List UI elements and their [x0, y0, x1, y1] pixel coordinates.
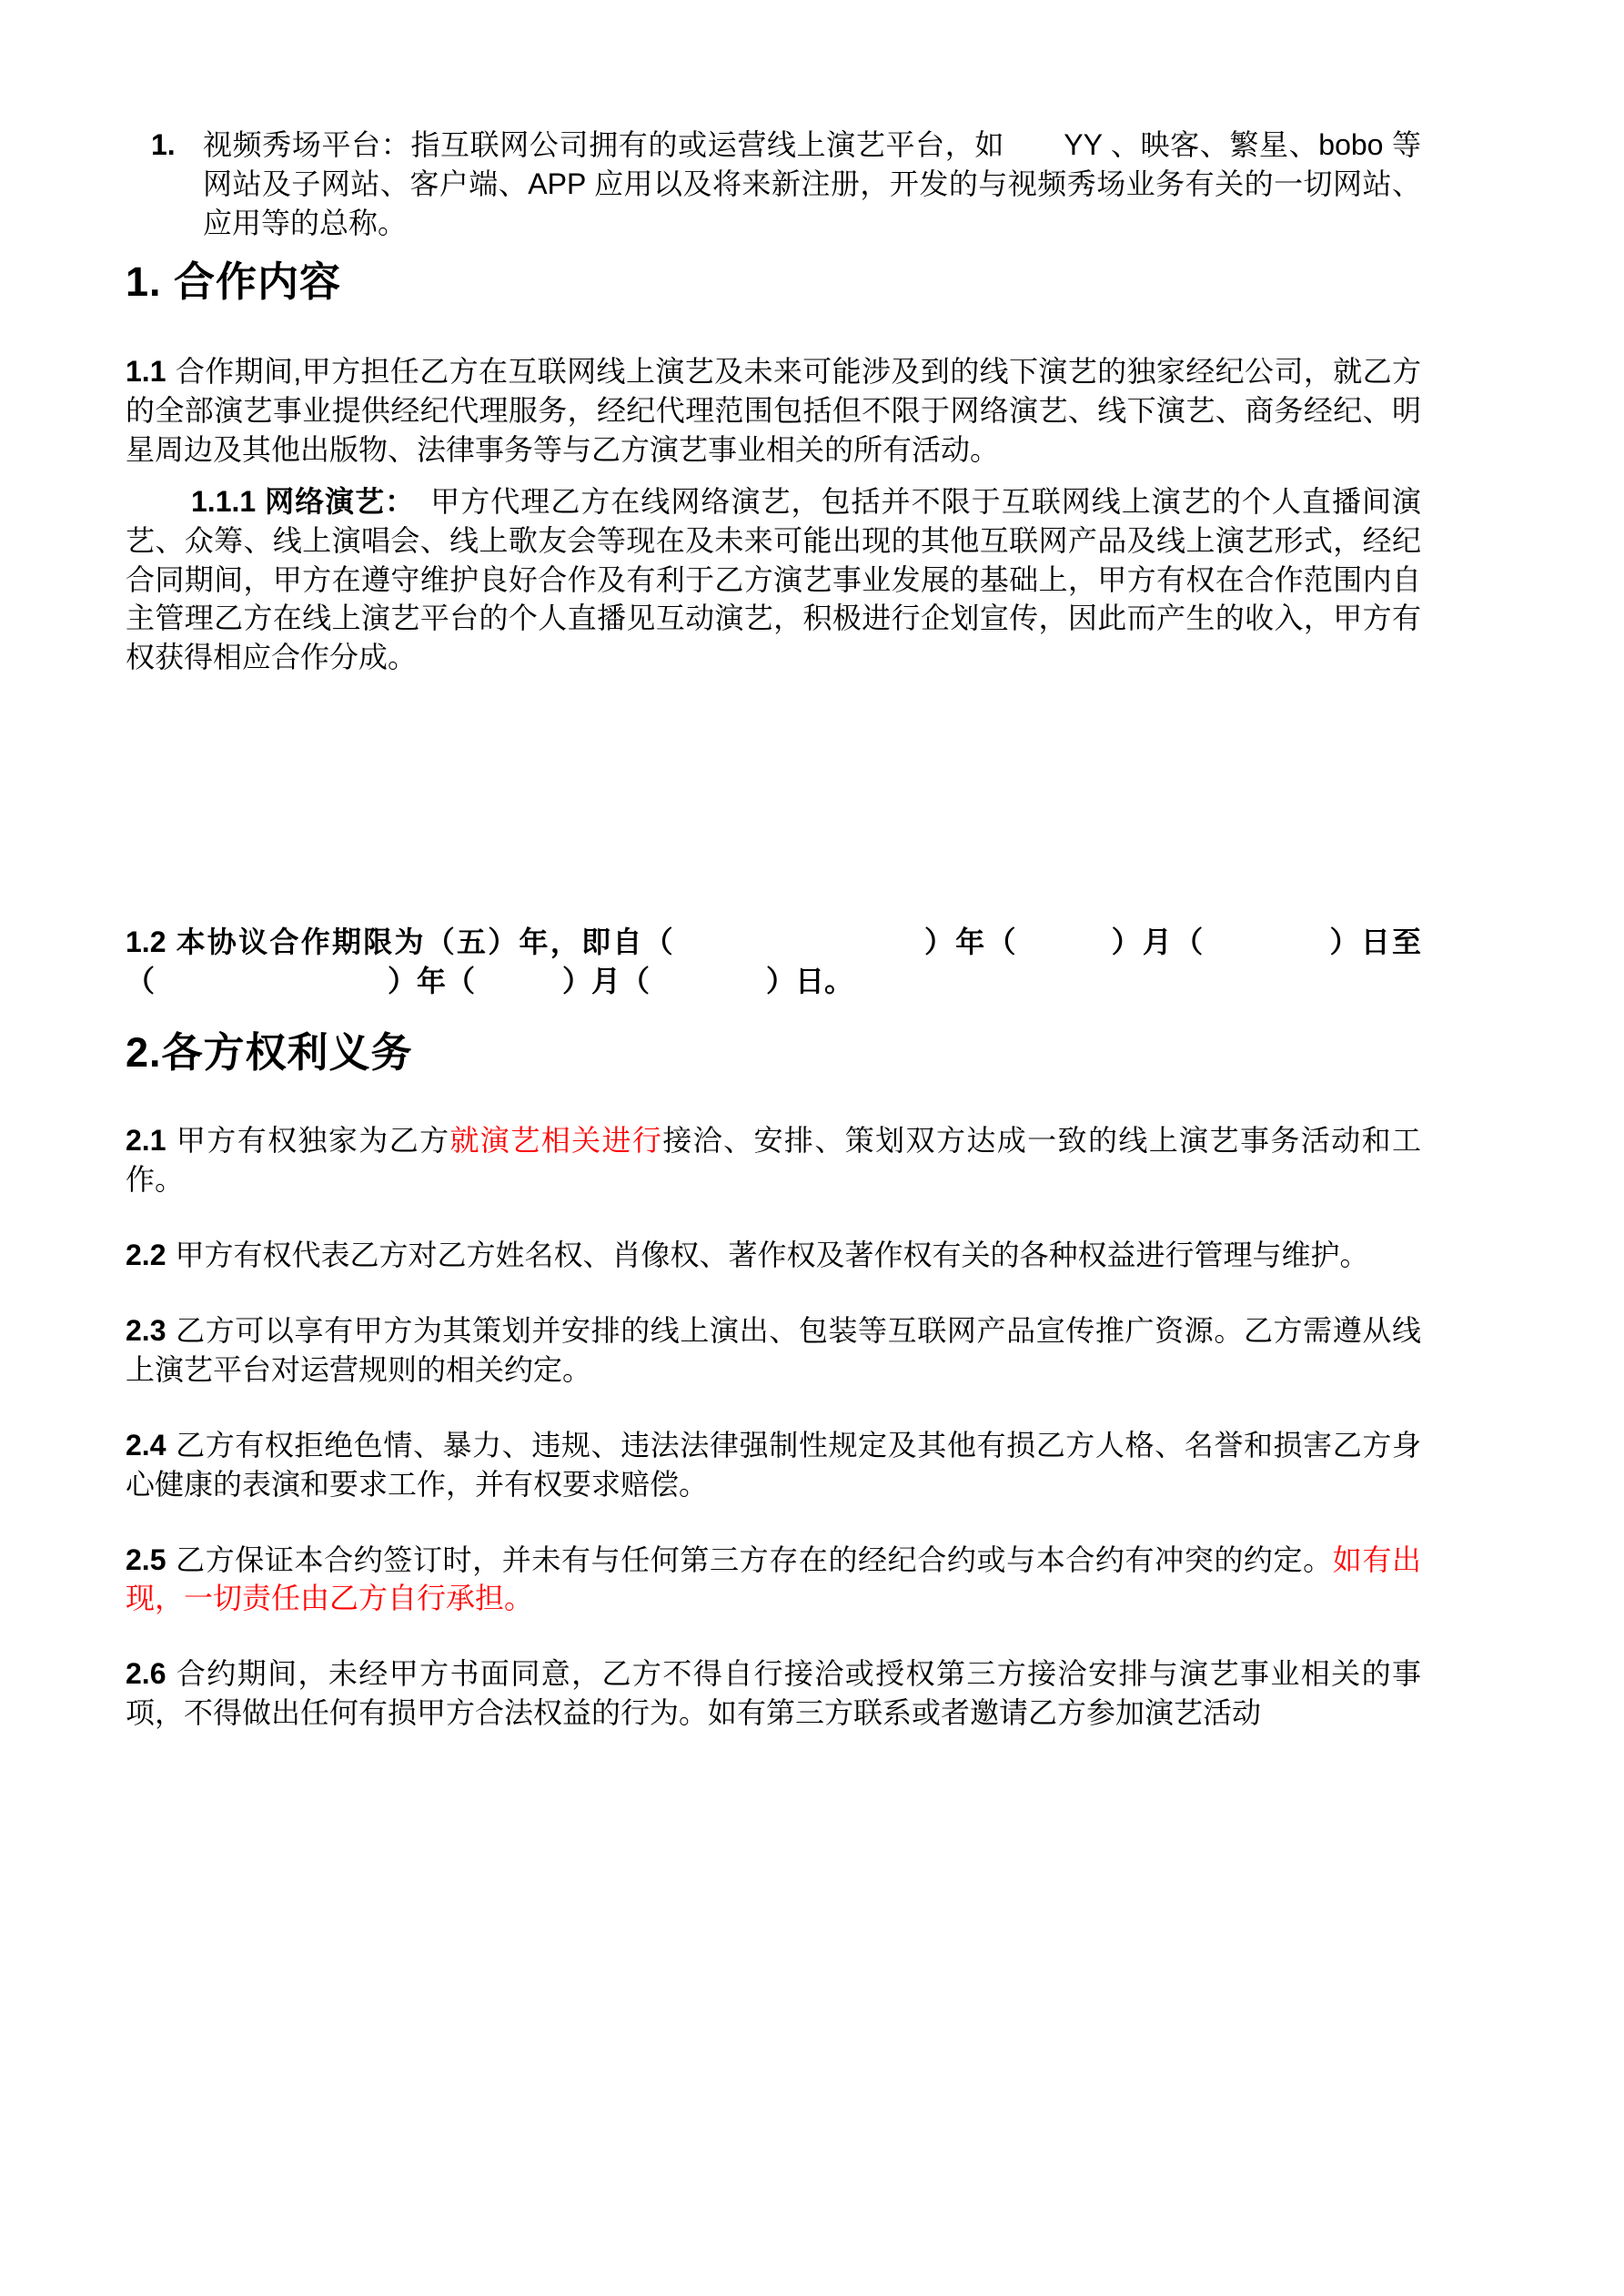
clause-2-5 [126, 1541, 1421, 1619]
clause-2-6-text: 合约期间，未经甲方书面同意，乙方不得自行接洽或授权第三方接洽安排与演艺事业相关的事项，不得做出任何有损甲方合法权益的行为。如有第三方联系或者邀请乙方参加演艺活动 [126, 1657, 1421, 1730]
clause-2-1 [126, 1121, 1421, 1199]
section-2-heading: 2.各方权利义务 [126, 1028, 413, 1076]
clause-2-5-text: 乙方保证本合约签订时，并未有与任何第三方存在的经纪合约或与本合约有冲突的约定。 [175, 1542, 1333, 1576]
definition-item-text: 视频秀场平台：指互联网公司拥有的或运营线上演艺平台，如 YY 、映客、繁星、bobo 等网站及子网站、客户端、APP 应用以及将来新注册，开发的与视频秀场业务有关的一切网站、应用等的总称。 [203, 128, 1421, 239]
clause-2-5-text-red: 如有出现，一切责任由乙方自行承担。 [126, 1542, 1421, 1615]
section-1-heading: 1. 合作内容 [126, 258, 342, 305]
clause-2-1-text-after: 接洽、安排、策划双方达成一致的线上演艺事务活动和工作。 [126, 1124, 1421, 1197]
clause-2-5-number: 2.5 [126, 1542, 166, 1576]
document-body [126, 126, 1421, 1769]
definition-item-number: 1. [151, 128, 176, 161]
clause-2-3 [126, 1311, 1421, 1390]
clause-1-2 [126, 923, 1421, 1001]
clause-2-4 [126, 1426, 1421, 1504]
clause-2-4-number: 2.4 [126, 1428, 166, 1462]
clause-1-1-1 [126, 482, 1421, 677]
clause-1-1-1-label: 1.1.1 网络演艺： [191, 484, 401, 518]
clause-2-6-number: 2.6 [126, 1657, 166, 1691]
clause-2-4-text: 乙方有权拒绝色情、暴力、违规、违法法律强制性规定及其他有损乙方人格、名誉和损害乙方身心健康的表演和要求工作，并有权要求赔偿。 [126, 1428, 1421, 1501]
clause-1-1 [126, 352, 1421, 470]
clause-2-2-number: 2.2 [126, 1239, 166, 1272]
clause-2-1-text-before: 甲方有权独家为乙方 [175, 1124, 450, 1158]
clause-1-1-1-text: 甲方代理乙方在线网络演艺，包括并不限于互联网线上演艺的个人直播间演艺、众筹、线上演唱会、线上歌友会等现在及未来可能出现的其他互联网产品及线上演艺形式，经纪合同期间，甲方在遵守维护良好合作及有利于乙方演艺事业发展的基础上，甲方有权在合作范围内自主管理乙方在线上演艺平台的个人直播见互动演艺，积极进行企划宣传，因此而产生的收入，甲方有权获得相应合作分成。 [126, 484, 1421, 674]
clause-2-1-number: 2.1 [126, 1124, 166, 1158]
clause-2-2 [126, 1236, 1421, 1275]
clause-2-2-text: 甲方有权代表乙方对乙方姓名权、肖像权、著作权及著作权有关的各种权益进行管理与维护。 [175, 1239, 1369, 1272]
clause-2-1-text-red: 就演艺相关进行 [449, 1124, 663, 1158]
clause-2-3-text: 乙方可以享有甲方为其策划并安排的线上演出、包装等互联网产品宣传推广资源。乙方需遵从线上演艺平台对运营规则的相关约定。 [126, 1314, 1421, 1386]
clause-1-1-text: 合作期间,甲方担任乙方在互联网线上演艺及未来可能涉及到的线下演艺的独家经纪公司，就乙方的全部演艺事业提供经纪代理服务，经纪代理范围包括但不限于网络演艺、线下演艺、商务经纪、明星周边及其他出版物、法律事务等与乙方演艺事业相关的所有活动。 [126, 355, 1421, 466]
definition-item [126, 126, 1421, 243]
clause-2-6 [126, 1654, 1421, 1733]
clause-1-1-number: 1.1 [126, 355, 166, 389]
clause-1-2-text: 1.2 本协议合作期限为（五）年，即自（ ）年（ ）月（ ）日至（ ）年（ ）月（ ）日。 [126, 925, 1421, 997]
clause-2-3-number: 2.3 [126, 1314, 166, 1347]
